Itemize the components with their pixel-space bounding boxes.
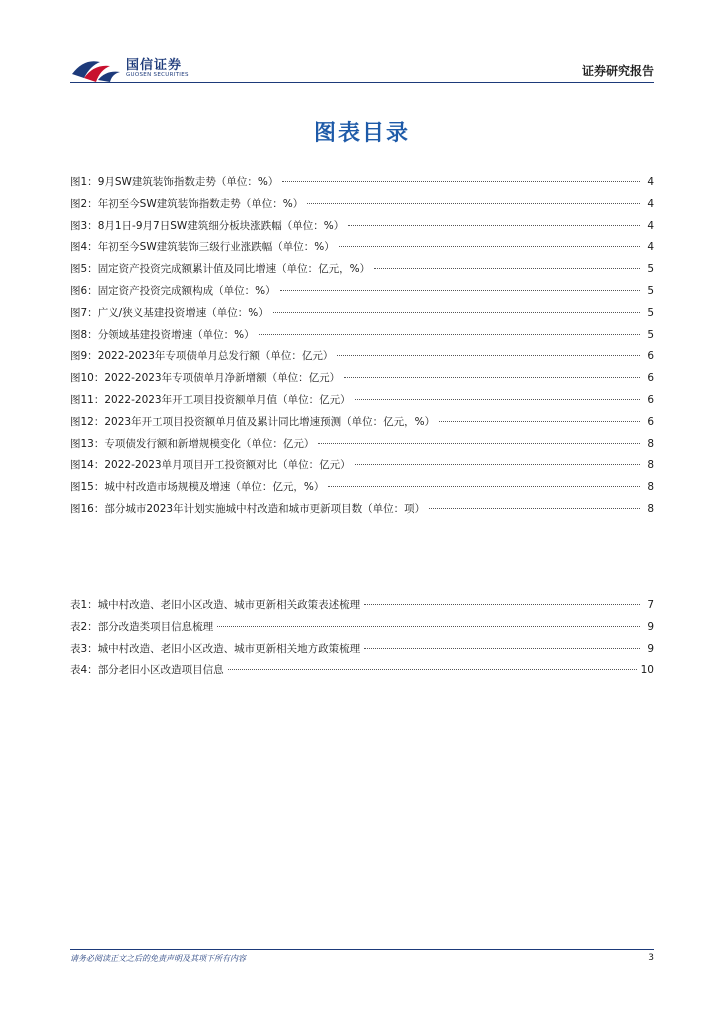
entry-title: 9月SW建筑装饰指数走势（单位：%） (97, 176, 279, 188)
entry-label: 图8： (70, 328, 98, 341)
figure-entry[interactable] (70, 325, 654, 347)
entry-page-number: 4 (647, 197, 654, 210)
entry-page-number: 9 (647, 620, 654, 633)
dot-leader (429, 508, 640, 509)
table-index-list (70, 595, 654, 682)
entry-label: 图16： (70, 502, 105, 515)
figure-entry[interactable] (70, 259, 654, 281)
entry-label: 图15： (70, 481, 105, 494)
entry-title: 专项债发行额和新增规模变化（单位：亿元） (104, 437, 315, 450)
guosen-logo-icon (70, 52, 122, 84)
entry-title: 城中村改造市场规模及增速（单位：亿元，%） (104, 481, 325, 494)
dot-leader (337, 355, 640, 356)
figure-entry[interactable] (70, 281, 654, 303)
entry-title: 城中村改造、老旧小区改造、城市更新相关地方政策梳理 (97, 642, 361, 655)
header-divider (70, 82, 654, 83)
entry-title: 2022-2023年专项债单月总发行额（单位：亿元） (97, 350, 334, 363)
entry-title: 部分老旧小区改造项目信息 (97, 664, 224, 677)
entry-page-number: 4 (647, 176, 654, 188)
entry-label: 图9： (70, 350, 98, 363)
page-header (0, 0, 724, 90)
entry-label: 图10： (70, 372, 105, 385)
dot-leader (439, 421, 640, 422)
entry-title: 2022-2023单月项目开工投资额对比（单位：亿元） (104, 459, 351, 472)
entry-page-number: 6 (647, 393, 654, 406)
entry-title: 部分改造类项目信息梳理 (97, 620, 214, 633)
figure-entry[interactable] (70, 237, 654, 259)
dot-leader (259, 334, 640, 335)
entry-page-number: 8 (647, 459, 654, 472)
entry-title: 分领域基建投资增速（单位：%） (97, 328, 255, 341)
entry-label: 图2： (70, 197, 98, 210)
dot-leader (348, 225, 640, 226)
entry-page-number: 5 (647, 328, 654, 341)
entry-page-number: 9 (647, 642, 654, 655)
dot-leader (318, 443, 640, 444)
brand-logo (70, 52, 200, 84)
entry-title: 8月1日-9月7日SW建筑细分板块涨跌幅（单位：%） (97, 219, 345, 232)
figure-entry[interactable] (70, 434, 654, 456)
entry-title: 2023年开工项目投资额单月值及累计同比增速预测（单位：亿元，%） (104, 415, 436, 428)
figure-entry[interactable] (70, 499, 654, 521)
figure-entry[interactable] (70, 194, 654, 216)
dot-leader (364, 604, 640, 605)
entry-page-number: 4 (647, 241, 654, 254)
report-type-label: 证券研究报告 (581, 64, 654, 78)
figure-entry[interactable] (70, 412, 654, 434)
dot-leader (217, 626, 640, 627)
entry-label: 图1： (70, 176, 98, 188)
table-entry[interactable] (70, 660, 654, 682)
entry-page-number: 7 (647, 599, 654, 611)
dot-leader (282, 181, 640, 182)
entry-title: 城中村改造、老旧小区改造、城市更新相关政策表述梳理 (97, 599, 361, 611)
entry-label: 图12： (70, 415, 105, 428)
entry-title: 部分城市2023年计划实施城中村改造和城市更新项目数（单位：项） (104, 502, 426, 515)
entry-page-number: 5 (647, 263, 654, 276)
entry-page-number: 4 (647, 219, 654, 232)
page-title: 图表目录 (313, 121, 410, 146)
table-entry[interactable] (70, 595, 654, 617)
entry-label: 图6： (70, 284, 98, 297)
dot-leader (328, 486, 640, 487)
figure-entry[interactable] (70, 216, 654, 238)
entry-label: 图4： (70, 241, 98, 254)
entry-label: 图11： (70, 393, 105, 406)
entry-page-number: 8 (647, 437, 654, 450)
figure-entry[interactable] (70, 346, 654, 368)
entry-page-number: 8 (647, 481, 654, 494)
dot-leader (307, 203, 640, 204)
table-entry[interactable] (70, 617, 654, 639)
entry-page-number: 6 (647, 415, 654, 428)
brand-name-cn: 国信证券 (126, 58, 183, 73)
dot-leader (273, 312, 640, 313)
table-entry[interactable] (70, 639, 654, 661)
entry-page-number: 8 (647, 502, 654, 515)
entry-label: 图14： (70, 459, 105, 472)
figure-index-list (70, 172, 654, 521)
entry-label: 表2： (70, 620, 98, 633)
entry-page-number: 6 (647, 350, 654, 363)
dot-leader (355, 399, 640, 400)
dot-leader (344, 377, 640, 378)
entry-label: 图5： (70, 263, 98, 276)
entry-label: 图7： (70, 306, 98, 319)
entry-title: 广义/狭义基建投资增速（单位：%） (97, 306, 269, 319)
brand-name-en: GUOSEN SECURITIES (126, 72, 189, 78)
figure-entry[interactable] (70, 303, 654, 325)
dot-leader (355, 464, 640, 465)
figure-entry[interactable] (70, 368, 654, 390)
entry-title: 年初至今SW建筑装饰三级行业涨跌幅（单位：%） (97, 241, 335, 254)
entry-page-number: 5 (647, 284, 654, 297)
figure-entry[interactable] (70, 455, 654, 477)
page-number: 3 (648, 953, 654, 963)
dot-leader (364, 648, 640, 649)
dot-leader (374, 268, 640, 269)
entry-page-number: 6 (647, 372, 654, 385)
entry-label: 图3： (70, 219, 98, 232)
entry-page-number: 5 (647, 306, 654, 319)
entry-label: 表1： (70, 599, 98, 611)
dot-leader (339, 246, 640, 247)
figure-entry[interactable] (70, 477, 654, 499)
entry-page-number: 10 (640, 664, 654, 677)
entry-label: 表3： (70, 642, 98, 655)
figure-entry[interactable] (70, 390, 654, 412)
entry-title: 2022-2023年开工项目投资额单月值（单位：亿元） (104, 393, 351, 406)
entry-title: 固定资产投资完成额累计值及同比增速（单位：亿元，%） (97, 263, 371, 276)
dot-leader (228, 669, 637, 670)
figure-entry[interactable] (70, 172, 654, 194)
dot-leader (280, 290, 640, 291)
entry-title: 2022-2023年专项债单月净新增额（单位：亿元） (104, 372, 341, 385)
entry-title: 固定资产投资完成额构成（单位：%） (97, 284, 276, 297)
entry-label: 表4： (70, 664, 98, 677)
disclaimer-note: 请务必阅读正文之后的免责声明及其项下所有内容 (70, 954, 246, 963)
entry-title: 年初至今SW建筑装饰指数走势（单位：%） (97, 197, 304, 210)
footer-divider (70, 949, 654, 950)
entry-label: 图13： (70, 437, 105, 450)
